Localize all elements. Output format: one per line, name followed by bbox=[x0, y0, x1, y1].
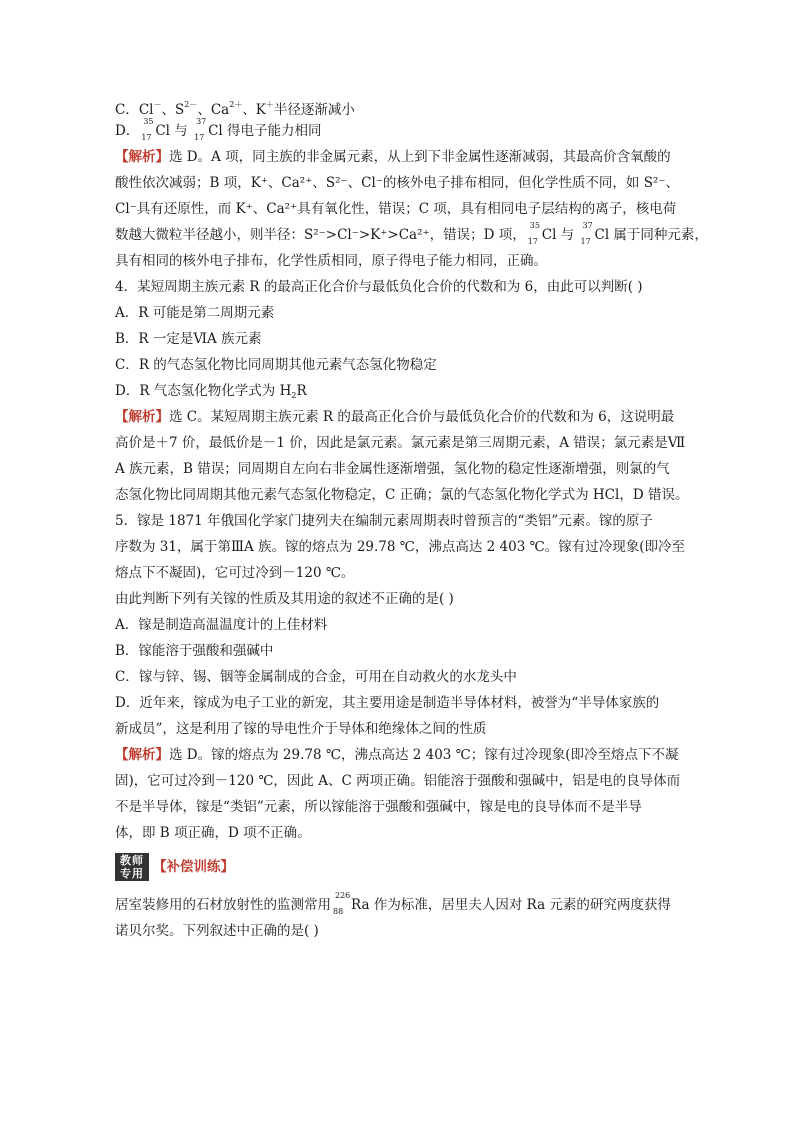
q3-option-c bbox=[115, 92, 685, 118]
q4-analysis-line-3: A 族元素，B 错误；同周期自左向右非金属性逐渐增强，氢化物的稳定性逐渐增强，则氯的气 bbox=[115, 461, 670, 477]
analysis-tag: 【解析】 bbox=[115, 149, 169, 165]
atomic-number: 17 bbox=[580, 236, 591, 246]
supplement-text: 居室装修用的石材放射性的监测常用 bbox=[115, 897, 331, 913]
subscript: 2 bbox=[291, 391, 297, 400]
mass-number: 226 bbox=[335, 890, 351, 900]
analysis-text: 选 D。A 项，同主族的非金属元素，从上到下非金属性逐渐减弱，其最高价含氧酸的 bbox=[169, 149, 671, 165]
q5-stem-line-4: 由此判断下列有关镓的性质及其用途的叙述不正确的是( ) bbox=[115, 591, 454, 607]
supplement-line-1 bbox=[115, 892, 685, 918]
q3-option-c-text: C．Cl bbox=[115, 102, 154, 118]
supplement-title: 【补偿训练】 bbox=[153, 859, 234, 875]
analysis-text: 选 D。镓的熔点为 29.78 ℃，沸点高达 2 403 ℃；镓有过冷现象(即冷至熔点下不凝 bbox=[169, 747, 679, 763]
element-symbol: Ra bbox=[351, 897, 370, 913]
q5-option-d-line-1: D．近年来，镓成为电子工业的新宠，其主要用途是制造半导体材料，被誉为“半导体家族的 bbox=[115, 695, 660, 711]
mass-number: 37 bbox=[582, 220, 593, 230]
q3-option-d-label: D． bbox=[115, 123, 140, 139]
q4-option-a: A．R 可能是第二周期元素 bbox=[115, 305, 275, 321]
atomic-number: 88 bbox=[333, 906, 344, 916]
atomic-number: 17 bbox=[141, 132, 152, 142]
q4-option-c: C．R 的气态氢化物比同周期其他元素气态氢化物稳定 bbox=[115, 357, 437, 373]
isotope-cl37 bbox=[580, 220, 594, 246]
analysis-text: 具有相同的核外电子排布，化学性质相同，原子得电子能力相同，正确。 bbox=[115, 253, 547, 269]
connector-text: 与 bbox=[556, 227, 579, 243]
q5-analysis-line-2: 固)，它可过冷到－120 ℃，因此 A、C 两项正确。铝能溶于强酸和强碱中，铝是电的良导体而 bbox=[115, 773, 681, 789]
q5-option-c: C．镓与锌、锡、铟等金属制成的合金，可用在自动救火的水龙头中 bbox=[115, 669, 517, 685]
element-symbol: Cl bbox=[155, 123, 170, 139]
q4-option-d-text: R bbox=[296, 383, 307, 399]
analysis-text: 选 C。某短周期主族元素 R 的最高正化合价与最低负化合价的代数和为 6，这说明最 bbox=[169, 409, 675, 425]
atomic-number: 17 bbox=[194, 132, 205, 142]
element-symbol: Cl bbox=[208, 123, 223, 139]
q3-option-d-text: 得电子能力相同 bbox=[222, 123, 322, 139]
connector-text: 与 bbox=[169, 123, 193, 139]
q4-analysis-line-2: 高价是＋7 价，最低价是－1 价，因此是氯元素。氯元素是第三周期元素，A 错误；氯元素是Ⅶ bbox=[115, 435, 686, 451]
q5-stem-line-2: 序数为 31，属于第ⅢA 族。镓的熔点为 29.78 ℃，沸点高达 2 403 ℃。镓有过冷现象(即冷至 bbox=[115, 539, 685, 555]
q4-analysis-line-4: 态氢化物比同周期其他元素气态氢化物稳定，C 正确；氯的气态氢化物化学式为 HCl，D 错误。 bbox=[115, 487, 689, 503]
q3-option-d bbox=[115, 118, 685, 144]
q3-analysis-line-3 bbox=[115, 196, 685, 222]
q5-stem-line-1: 5．镓是 1871 年俄国化学家门捷列夫在编制元素周期表时曾预言的“类铝”元素。镓的原子 bbox=[115, 513, 653, 529]
charge: ＋ bbox=[265, 100, 274, 109]
q5-analysis-line-1 bbox=[115, 742, 685, 768]
q3-analysis-line-1 bbox=[115, 144, 685, 170]
q5-analysis-line-3: 不是半导体，镓是“类铝”元素，所以镓能溶于强酸和强碱中，镓是电的良导体而不是半导 bbox=[115, 799, 642, 815]
q3-option-c-text: 、S bbox=[161, 102, 185, 118]
q3-option-c-text: 、Ca bbox=[197, 102, 230, 118]
charge: 2＋ bbox=[229, 100, 243, 109]
document-content bbox=[115, 92, 708, 944]
badge-text-top: 教师 bbox=[120, 854, 144, 867]
charge: － bbox=[153, 100, 162, 109]
supplement-header bbox=[115, 850, 685, 884]
q3-analysis-line-5 bbox=[115, 248, 685, 274]
supplement-text: 作为标准，居里夫人因对 Ra 元素的研究两度获得 bbox=[369, 897, 671, 913]
q4-option-d-text: D．R 气态氢化物化学式为 H bbox=[115, 383, 292, 399]
q3-analysis-line-4 bbox=[115, 220, 708, 248]
q5-option-d-line-2: 新成员”，这是利用了镓的导电性介于导体和绝缘体之间的性质 bbox=[115, 721, 487, 737]
mass-number: 35 bbox=[143, 116, 154, 126]
q5-option-a: A．镓是制造高温温度计的上佳材料 bbox=[115, 617, 328, 633]
element-symbol: Cl bbox=[541, 227, 557, 243]
q3-option-c-text: 、K bbox=[242, 102, 266, 118]
mass-number: 37 bbox=[196, 116, 207, 126]
isotope-cl35 bbox=[527, 220, 542, 246]
q3-analysis-line-2 bbox=[115, 170, 685, 196]
mass-number: 35 bbox=[529, 220, 540, 230]
q5-stem-line-3: 熔点下不凝固)，它可过冷到－120 ℃。 bbox=[115, 565, 355, 581]
analysis-text: 属于同种元素， bbox=[609, 227, 708, 243]
isotope-ra226 bbox=[333, 890, 351, 916]
charge: 2－ bbox=[184, 100, 198, 109]
q4-option-d bbox=[115, 378, 685, 404]
atomic-number: 17 bbox=[527, 236, 538, 246]
analysis-tag: 【解析】 bbox=[115, 747, 169, 763]
q3-option-c-text: 半径逐渐减小 bbox=[273, 102, 355, 118]
teacher-only-badge bbox=[115, 853, 149, 881]
badge-text-bottom: 专用 bbox=[120, 867, 144, 880]
q4-stem: 4．某短周期主族元素 R 的最高正化合价与最低负化合价的代数和为 6，由此可以判断( ) bbox=[115, 279, 643, 295]
element-symbol: Cl bbox=[594, 227, 610, 243]
isotope-cl35 bbox=[141, 116, 155, 142]
q5-option-b: B．镓能溶于强酸和强碱中 bbox=[115, 643, 274, 659]
q5-analysis-line-4: 体，即 B 项正确，D 项不正确。 bbox=[115, 825, 311, 841]
analysis-text: 酸性依次减弱；B 项，K⁺、Ca²⁺、S²⁻、Cl⁻的核外电子排布相同，但化学性质不同，如 S²⁻、 bbox=[115, 175, 679, 191]
q4-analysis-line-1 bbox=[115, 404, 685, 430]
q4-option-b: B．R 一定是ⅥA 族元素 bbox=[115, 331, 262, 347]
analysis-text: 数越大微粒半径越小，则半径：S²⁻>Cl⁻>K⁺>Ca²⁺，错误；D 项， bbox=[115, 227, 526, 243]
supplement-line-2: 诺贝尔奖。下列叙述中正确的是( ) bbox=[115, 923, 319, 939]
analysis-tag: 【解析】 bbox=[115, 409, 169, 425]
analysis-text: Cl⁻具有还原性，而 K⁺、Ca²⁺具有氧化性，错误；C 项，具有相同电子层结构的离子，核电荷 bbox=[115, 201, 677, 217]
isotope-cl37 bbox=[194, 116, 208, 142]
